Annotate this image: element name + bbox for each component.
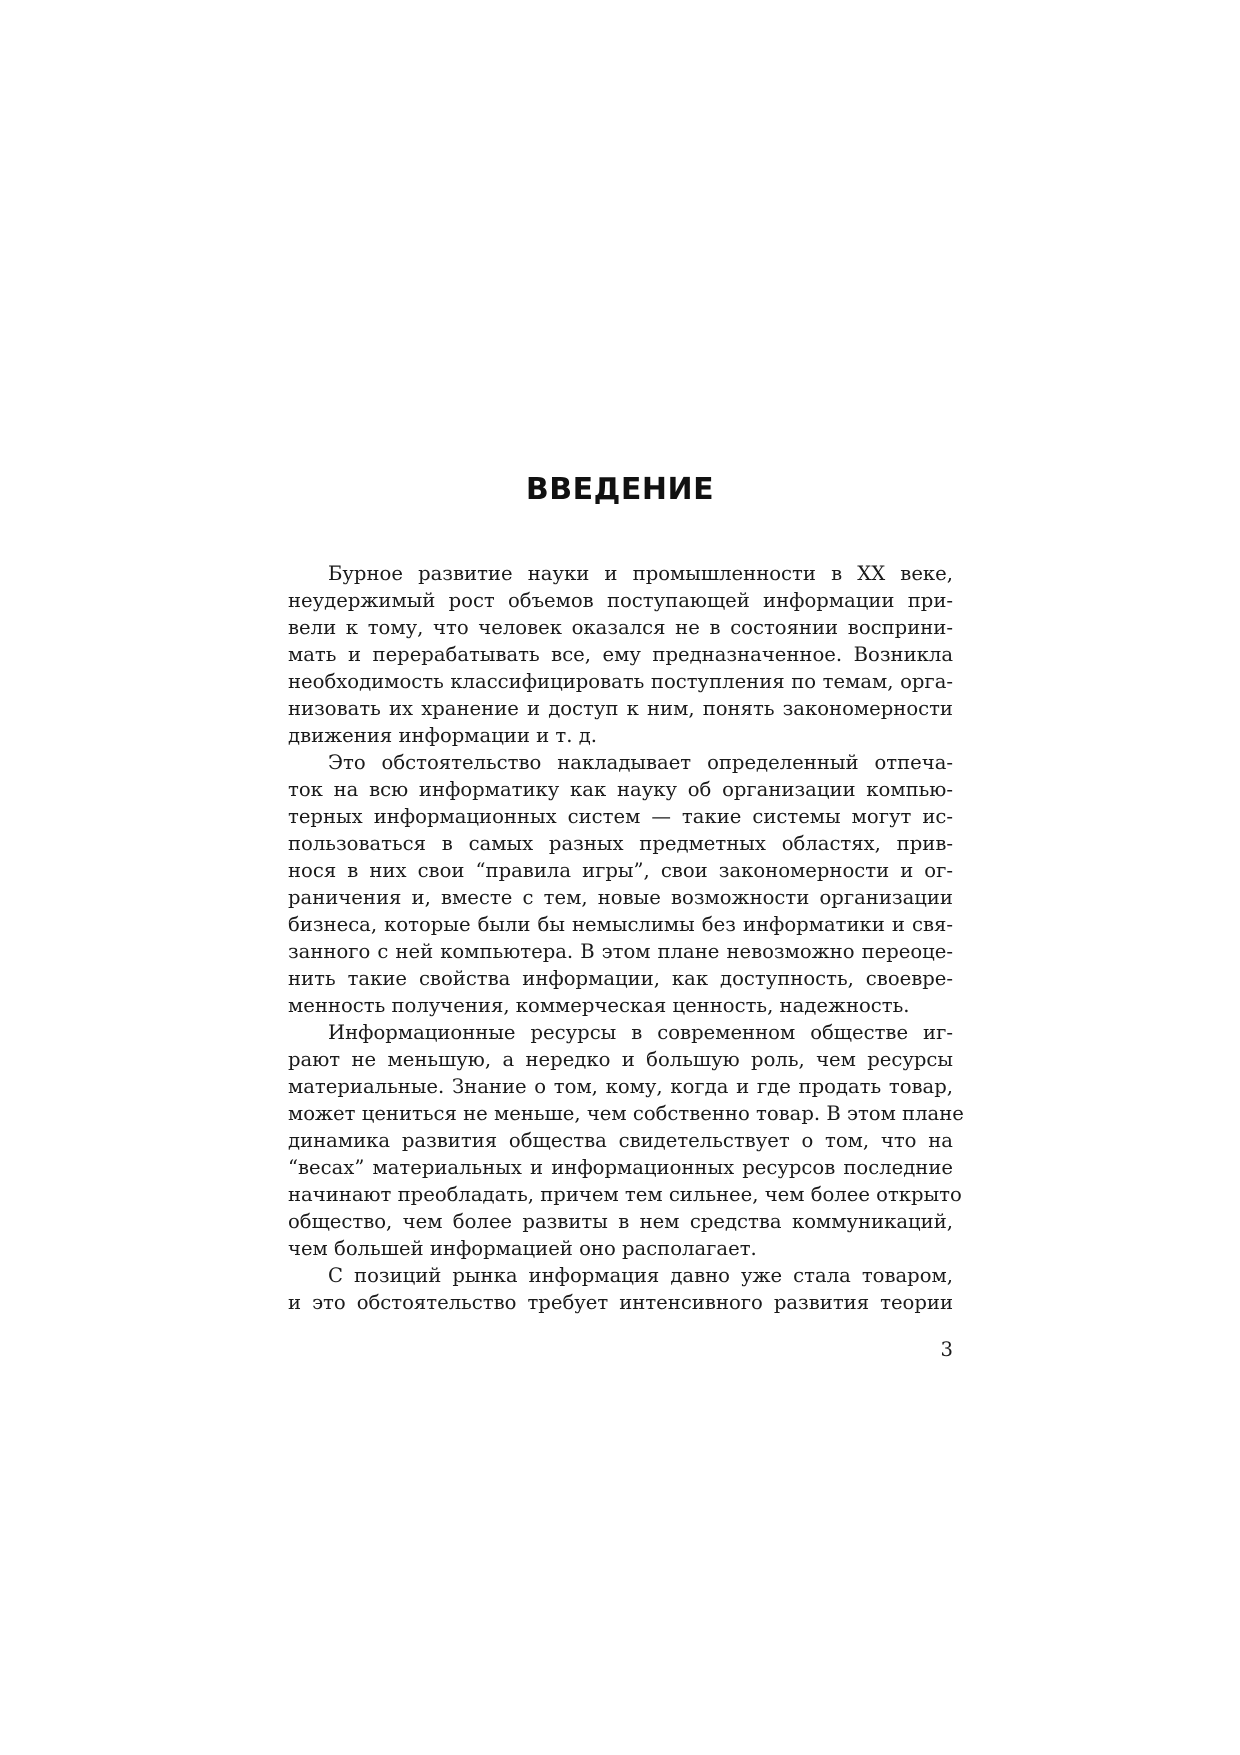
text-line: динамика развития общества свидетельствует о том, что на	[288, 1129, 953, 1152]
text-line: нося в них свои “правила игры”, свои закономерности и ог-	[288, 859, 953, 882]
text-line: ток на всю информатику как науку об организации компью-	[288, 778, 953, 801]
paragraph	[288, 560, 953, 749]
text-line: мать и перерабатывать все, ему предназначенное. Возникла	[288, 643, 953, 666]
text-line: нить такие свойства информации, как доступность, своевре-	[288, 967, 953, 990]
paragraph	[288, 1262, 953, 1316]
text-line: начинают преобладать, причем тем сильнее, чем более открыто	[288, 1183, 962, 1206]
text-line: пользоваться в самых разных предметных областях, прив-	[288, 832, 953, 855]
text-line: общество, чем более развиты в нем средства коммуникаций,	[288, 1210, 953, 1233]
text-line: материальные. Знание о том, кому, когда и где продать товар,	[288, 1075, 953, 1098]
text-line: чем большей информацией оно располагает.	[288, 1237, 757, 1260]
text-line: рают не меньшую, а нередко и большую роль, чем ресурсы	[288, 1048, 953, 1071]
chapter-title: ВВЕДЕНИЕ	[525, 472, 715, 507]
text-line: движения информации и т. д.	[288, 724, 598, 747]
text-line: Бурное развитие науки и промышленности в XX веке,	[328, 562, 953, 585]
text-line: и это обстоятельство требует интенсивного развития теории	[288, 1291, 953, 1314]
body-text	[288, 560, 964, 1316]
text-line: низовать их хранение и доступ к ним, понять закономерности	[288, 697, 953, 720]
text-line: вели к тому, что человек оказался не в состоянии восприни-	[288, 616, 953, 639]
text-line: занного с ней компьютера. В этом плане невозможно переоце-	[288, 940, 953, 963]
text-line: С позиций рынка информация давно уже стала товаром,	[328, 1264, 953, 1287]
text-line: терных информационных систем — такие системы могут ис-	[288, 805, 953, 828]
paragraph	[288, 1019, 964, 1262]
text-line: раничения и, вместе с тем, новые возможности организации	[288, 886, 953, 909]
text-line: Информационные ресурсы в современном обществе иг-	[328, 1021, 953, 1044]
text-line: неудержимый рост объемов поступающей информации при-	[288, 589, 953, 612]
text-line: Это обстоятельство накладывает определенный отпеча-	[328, 751, 953, 774]
text-line: бизнеса, которые были бы немыслимы без информатики и свя-	[288, 913, 953, 936]
text-line: необходимость классифицировать поступления по темам, орга-	[288, 670, 953, 693]
page-number: 3	[940, 1338, 953, 1361]
text-line: может цениться не меньше, чем собственно товар. В этом плане	[288, 1102, 964, 1125]
paragraph	[288, 749, 953, 1019]
text-line: “весах” материальных и информационных ресурсов последние	[288, 1156, 953, 1179]
text-line: менность получения, коммерческая ценность, надежность.	[288, 994, 910, 1017]
